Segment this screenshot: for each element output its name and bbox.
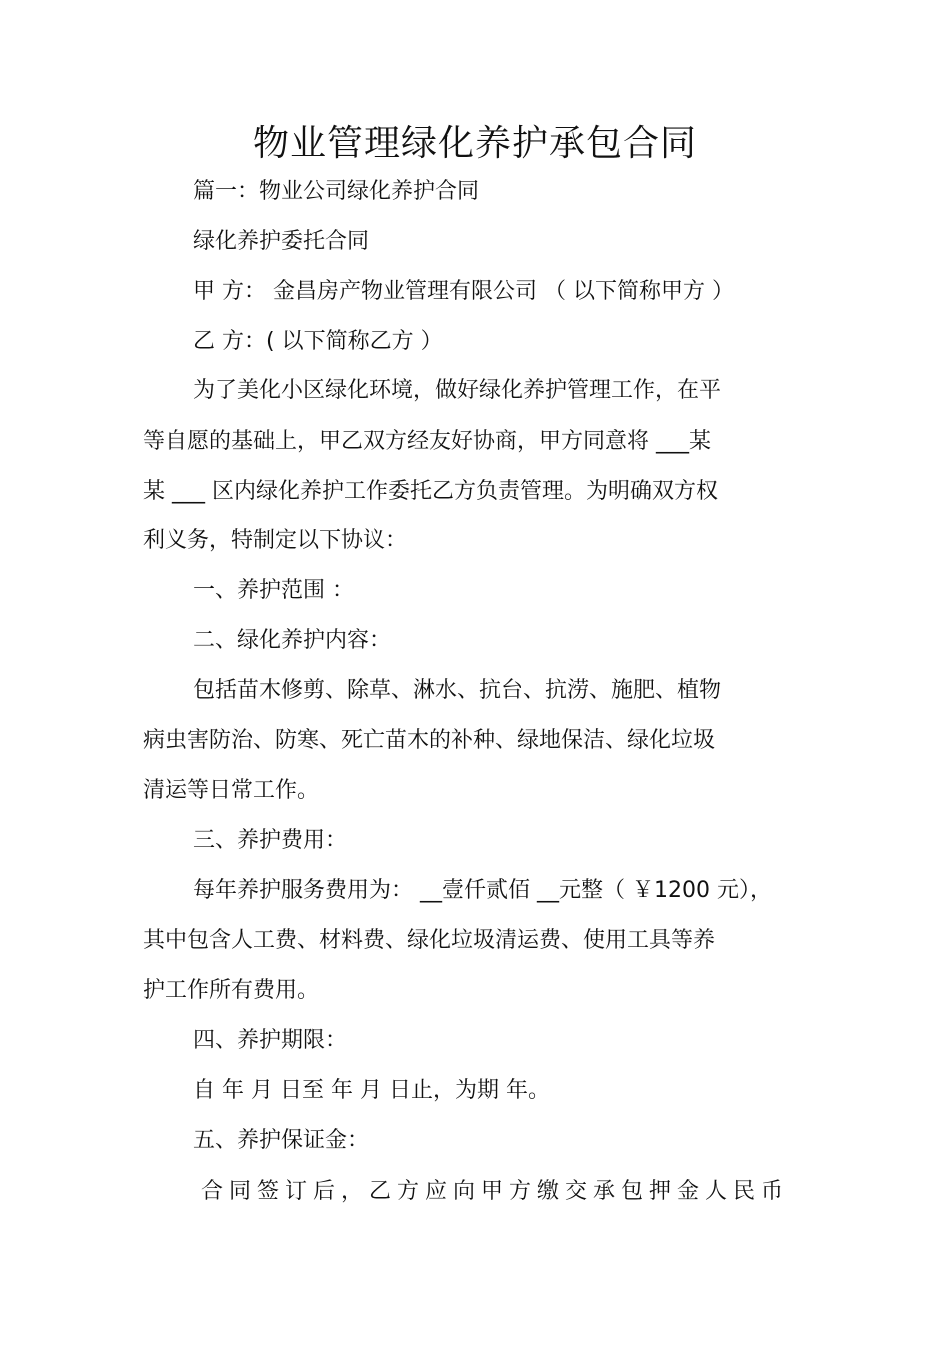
paragraph-line: 病虫害防治、防寒、死亡苗木的补种、绿地保洁、绿化垃圾 bbox=[143, 728, 716, 753]
clause-heading-fee: 三、养护费用： bbox=[193, 828, 348, 853]
party-a-line: 甲 方： 金昌房产物业管理有限公司 （ 以下简称甲方 ） bbox=[193, 279, 734, 304]
paragraph-line: 护工作所有费用。 bbox=[143, 978, 320, 1003]
paragraph-line: 某 ___ 区内绿化养护工作委托乙方负责管理。为明确双方权 bbox=[143, 479, 718, 504]
paragraph-line: 合同签订后，乙方应向甲方缴交承包押金人民币 bbox=[201, 1179, 790, 1204]
paragraph-line: 等自愿的基础上，甲乙双方经友好协商，甲方同意将 ___某 bbox=[143, 429, 711, 454]
paragraph-line: 自 年 月 日至 年 月 日止，为期 年。 bbox=[193, 1078, 550, 1103]
clause-heading-deposit: 五、养护保证金： bbox=[193, 1128, 370, 1153]
section-heading: 篇一：物业公司绿化养护合同 bbox=[193, 179, 480, 204]
paragraph-line: 每年养护服务费用为： __壹仟贰佰 __元整（ ￥1200 元）， bbox=[193, 878, 772, 903]
clause-heading-scope: 一、养护范围 ： bbox=[193, 578, 354, 603]
document-title: 物业管理绿化养护承包合同 bbox=[252, 123, 697, 164]
paragraph-line: 利义务，特制定以下协议： bbox=[143, 528, 408, 553]
paragraph-line: 其中包含人工费、材料费、绿化垃圾清运费、使用工具等养 bbox=[143, 928, 716, 953]
clause-heading-term: 四、养护期限： bbox=[193, 1028, 348, 1053]
paragraph-line: 为了美化小区绿化环境，做好绿化养护管理工作，在平 bbox=[193, 378, 722, 403]
paragraph-line: 清运等日常工作。 bbox=[143, 778, 320, 803]
paragraph-line: 包括苗木修剪、除草、淋水、抗台、抗涝、施肥、植物 bbox=[193, 678, 722, 703]
clause-heading-content: 二、绿化养护内容： bbox=[193, 628, 392, 653]
contract-subtitle: 绿化养护委托合同 bbox=[193, 229, 370, 254]
party-b-line: 乙 方：( 以下简称乙方 ） bbox=[193, 329, 443, 354]
